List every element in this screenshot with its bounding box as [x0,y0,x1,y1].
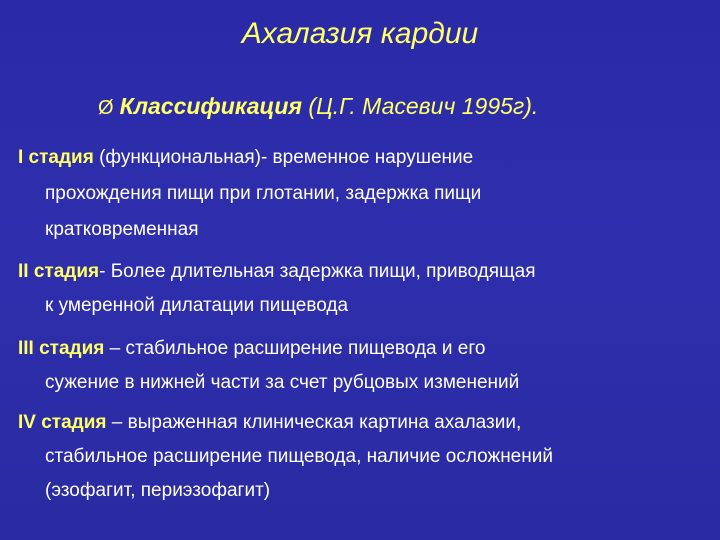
stage-item-3 [18,332,708,400]
stage-text: – стабильное расширение пищевода и его [104,338,486,359]
stage-text: (функциональная)- временное нарушение [93,147,474,168]
stage-text: к умеренной дилатации пищевода [45,295,349,316]
slide-title: Ахалазия кардии [241,17,479,50]
stage-text: – выраженная клиническая картина ахалазии, [106,412,522,433]
stage-label: II стадия [18,261,100,282]
stage-text: сужение в нижней части за счет рубцовых изменений [45,372,520,393]
stage-label: I стадия [18,147,94,168]
stage-item-2 [18,255,708,323]
stage-label: III стадия [18,338,105,359]
stage-text: - Более длительная задержка пищи, приводящая [99,261,536,282]
stage-text: прохождения пищи при глотании, задержка пищи [45,183,482,204]
stage-text: стабильное расширение пищевода, наличие осложнений [45,446,553,467]
stage-text: (эзофагит, периэзофагит) [45,480,271,501]
classification-source: (Ц.Г. Масевич 1995г). [302,93,539,119]
arrow-bullet-icon: Ø [98,97,114,119]
stage-label: IV стадия [18,412,107,433]
stage-item-1 [18,140,708,248]
classification-heading [98,91,538,123]
stage-item-4 [18,406,708,508]
stage-text: кратковременная [45,219,199,240]
classification-label: Классификация [119,93,303,119]
